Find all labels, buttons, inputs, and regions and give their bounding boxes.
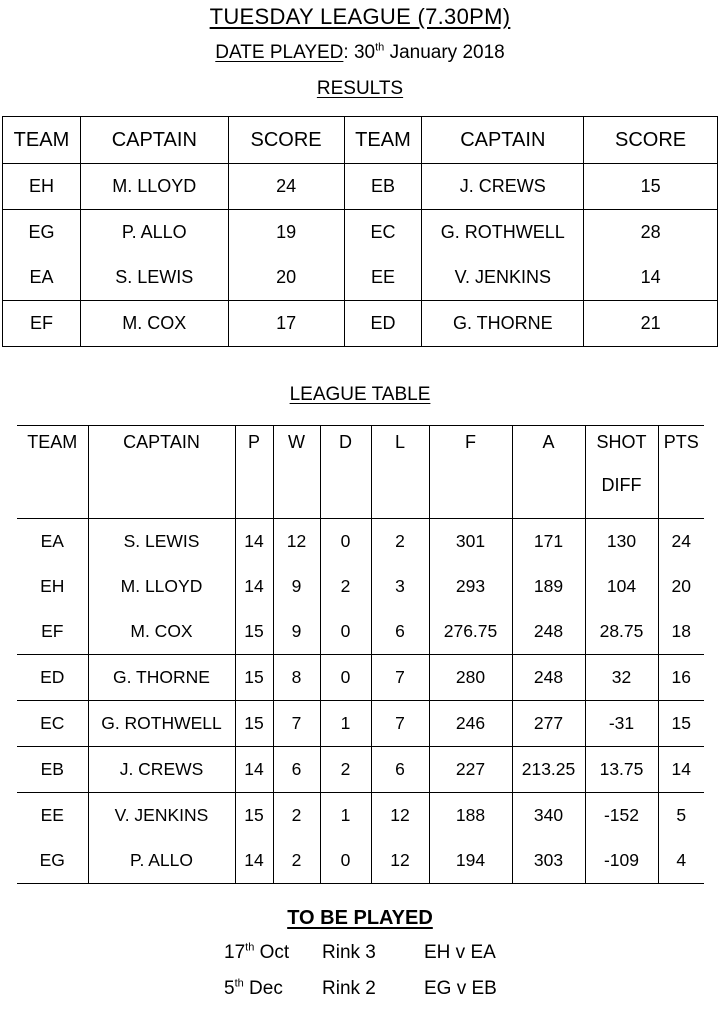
league-cell: 227 <box>429 747 512 793</box>
league-cell: 2 <box>273 793 320 839</box>
league-cell: -152 <box>585 793 658 839</box>
league-cell: 28.75 <box>585 609 658 655</box>
league-table <box>17 425 704 884</box>
league-cell: ED <box>17 655 88 701</box>
league-cell: 0 <box>320 519 371 565</box>
league-cell: 246 <box>429 701 512 747</box>
results-cell: 21 <box>584 301 718 347</box>
league-col-played: P <box>235 426 273 519</box>
fixture-date <box>224 942 289 964</box>
fixture-day: 17 <box>224 942 246 963</box>
league-cell: 130 <box>585 519 658 565</box>
league-cell: 15 <box>235 793 273 839</box>
fixture-day-suffix: th <box>245 941 255 954</box>
results-row <box>3 164 718 210</box>
league-cell: 2 <box>273 838 320 884</box>
league-cell: 213.25 <box>512 747 585 793</box>
league-cell: 15 <box>235 701 273 747</box>
results-col-score: SCORE <box>228 117 344 164</box>
results-col-captain: CAPTAIN <box>80 117 228 164</box>
league-cell: M. COX <box>88 609 235 655</box>
league-col-against: A <box>512 426 585 519</box>
league-cell: 2 <box>320 564 371 609</box>
league-cell: EC <box>17 701 88 747</box>
league-cell: 2 <box>320 747 371 793</box>
league-cell: 16 <box>658 655 704 701</box>
league-cell: 6 <box>273 747 320 793</box>
league-cell: EF <box>17 609 88 655</box>
league-cell: G. ROTHWELL <box>88 701 235 747</box>
results-cell: M. COX <box>80 301 228 347</box>
league-cell: EE <box>40 805 64 825</box>
results-col-captain: CAPTAIN <box>422 117 584 164</box>
league-row <box>17 609 704 655</box>
league-col-won: W <box>273 426 320 519</box>
fixture-day: 5 <box>224 978 235 999</box>
league-cell: J. CREWS <box>88 747 235 793</box>
league-cell: 20 <box>658 564 704 609</box>
results-cell: EE <box>344 255 422 301</box>
results-cell: 28 <box>584 210 718 256</box>
league-cell: 2 <box>371 519 429 565</box>
league-cell: 6 <box>371 609 429 655</box>
results-cell: 20 <box>228 255 344 301</box>
fixture-row <box>0 978 720 1008</box>
results-cell: 17 <box>228 301 344 347</box>
fixture-rink: Rink 3 <box>322 942 376 963</box>
league-cell: 13.75 <box>585 747 658 793</box>
league-cell: 15 <box>235 655 273 701</box>
league-cell: 276.75 <box>429 609 512 655</box>
league-cell: 0 <box>320 609 371 655</box>
date-day: 30 <box>353 42 376 63</box>
fixture-month: Dec <box>243 978 283 999</box>
league-cell: V. JENKINS <box>88 793 235 839</box>
results-cell: V. JENKINS <box>422 255 584 301</box>
league-cell: 301 <box>429 519 512 565</box>
results-cell: EG <box>3 210 81 256</box>
league-cell: 24 <box>658 519 704 565</box>
league-cell: EH <box>40 576 65 596</box>
league-cell: 248 <box>512 655 585 701</box>
results-cell: ED <box>344 301 422 347</box>
league-cell: 1 <box>320 701 371 747</box>
league-cell: 15 <box>658 701 704 747</box>
league-col-shot-diff <box>585 426 658 519</box>
league-cell: 14 <box>658 747 704 793</box>
league-cell: 12 <box>371 793 429 839</box>
league-col-for: F <box>429 426 512 519</box>
date-played-label: DATE PLAYED <box>215 42 344 63</box>
results-cell: G. THORNE <box>422 301 584 347</box>
league-cell: 280 <box>429 655 512 701</box>
page-title: TUESDAY LEAGUE (7.30PM) <box>209 4 511 29</box>
league-row <box>17 747 704 793</box>
shot-diff-line2: DIFF <box>601 475 642 495</box>
league-cell: 4 <box>658 838 704 884</box>
league-cell: 3 <box>371 564 429 609</box>
results-cell: EA <box>3 255 81 301</box>
results-cell: 24 <box>228 164 344 210</box>
fixture-day-suffix: th <box>234 977 244 990</box>
results-cell: S. LEWIS <box>80 255 228 301</box>
league-col-lost: L <box>371 426 429 519</box>
fixture-month: Oct <box>254 942 290 963</box>
shot-diff-line1: SHOT <box>596 432 647 452</box>
league-cell: 8 <box>273 655 320 701</box>
league-cell: 14 <box>235 838 273 884</box>
date-suffix: th <box>375 41 385 54</box>
results-cell: 15 <box>584 164 718 210</box>
league-cell: 32 <box>585 655 658 701</box>
league-cell: 340 <box>512 793 585 839</box>
league-cell: 9 <box>273 564 320 609</box>
league-cell: EA <box>40 531 64 551</box>
league-cell: 18 <box>658 609 704 655</box>
league-cell: EB <box>17 747 88 793</box>
league-cell: 1 <box>320 793 371 839</box>
results-col-team: TEAM <box>3 117 81 164</box>
date-played-line: DATE PLAYED: 30th January 2018 <box>215 41 505 63</box>
league-cell: -31 <box>585 701 658 747</box>
results-cell: M. LLOYD <box>80 164 228 210</box>
league-cell: EG <box>39 850 65 870</box>
league-header-row <box>17 426 704 519</box>
league-row <box>17 564 704 609</box>
league-cell: 248 <box>512 609 585 655</box>
fixture-date <box>224 978 283 1000</box>
league-cell: 5 <box>658 793 704 839</box>
results-cell: 19 <box>228 210 344 256</box>
results-row <box>3 301 718 347</box>
results-cell: EH <box>3 164 81 210</box>
league-cell: 0 <box>320 655 371 701</box>
results-cell: EC <box>344 210 422 256</box>
league-cell: 14 <box>235 564 273 609</box>
league-cell: G. THORNE <box>88 655 235 701</box>
league-cell: 6 <box>371 747 429 793</box>
results-header-row <box>3 117 718 164</box>
league-table-heading: LEAGUE TABLE <box>289 384 431 405</box>
league-cell: 0 <box>320 838 371 884</box>
league-row <box>17 701 704 747</box>
date-rest: January 2018 <box>384 42 505 63</box>
league-cell: 293 <box>429 564 512 609</box>
results-cell: P. ALLO <box>80 210 228 256</box>
league-cell: 9 <box>273 609 320 655</box>
league-cell: 171 <box>512 519 585 565</box>
fixture-match: EG v EB <box>424 978 497 999</box>
league-col-team: TEAM <box>17 426 88 519</box>
fixture-match: EH v EA <box>424 942 496 963</box>
league-row <box>17 655 704 701</box>
league-cell: 7 <box>371 655 429 701</box>
league-cell: 104 <box>585 564 658 609</box>
results-cell: J. CREWS <box>422 164 584 210</box>
league-cell: P. ALLO <box>88 838 235 884</box>
results-cell: G. ROTHWELL <box>422 210 584 256</box>
fixture-row <box>0 942 720 972</box>
league-cell: 277 <box>512 701 585 747</box>
results-heading: RESULTS <box>316 78 404 99</box>
league-cell: -109 <box>585 838 658 884</box>
league-col-points: PTS <box>658 426 704 519</box>
league-cell: 189 <box>512 564 585 609</box>
results-col-score: SCORE <box>584 117 718 164</box>
league-cell: 12 <box>371 838 429 884</box>
league-cell: 7 <box>371 701 429 747</box>
league-cell: 7 <box>273 701 320 747</box>
results-cell: EF <box>3 301 81 347</box>
to-be-played-heading: TO BE PLAYED <box>287 907 433 929</box>
league-cell: 14 <box>235 747 273 793</box>
league-col-drawn: D <box>320 426 371 519</box>
league-cell: 15 <box>235 609 273 655</box>
league-cell: M. LLOYD <box>88 564 235 609</box>
results-col-team: TEAM <box>344 117 422 164</box>
league-cell: 188 <box>429 793 512 839</box>
league-cell: 303 <box>512 838 585 884</box>
league-cell: S. LEWIS <box>88 519 235 565</box>
results-table <box>2 116 718 347</box>
results-cell: 14 <box>584 255 718 301</box>
league-row <box>17 793 704 839</box>
league-col-captain: CAPTAIN <box>88 426 235 519</box>
league-cell: 14 <box>235 519 273 565</box>
results-row <box>3 210 718 256</box>
fixture-rink: Rink 2 <box>322 978 376 999</box>
results-cell: EB <box>344 164 422 210</box>
league-row <box>17 519 704 565</box>
league-row <box>17 838 704 884</box>
league-body <box>17 519 704 884</box>
results-row <box>3 255 718 301</box>
league-cell: 194 <box>429 838 512 884</box>
league-cell: 12 <box>273 519 320 565</box>
